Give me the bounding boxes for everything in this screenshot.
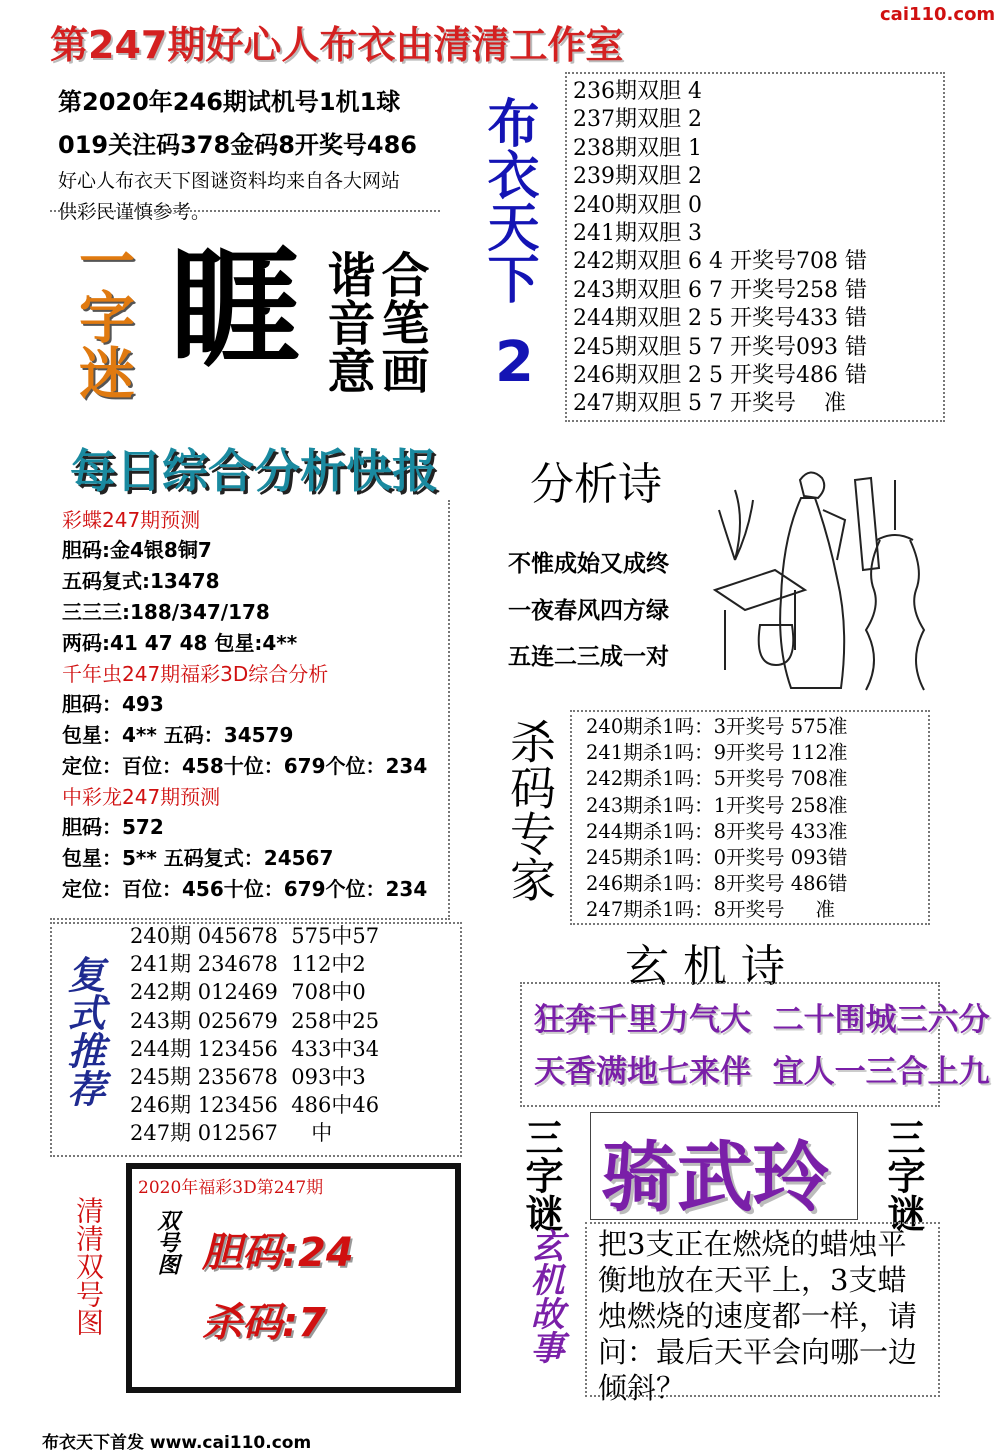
daily-title: 每日综合分析快报 — [70, 444, 438, 498]
story-label: 玄机故事 — [524, 1228, 564, 1364]
kill-row: 240期杀1吗：3开奖号 575准 — [586, 715, 848, 738]
dan-row: 242期双胆 6 4 开奖号708 错 — [573, 249, 867, 275]
prediction-line: 定位：百位：456十位：679个位：234 — [62, 877, 428, 901]
shuanghao-box-title: 2020年福彩3D第247期 — [138, 1178, 324, 1198]
kill-row: 244期杀1吗：8开奖号 433准 — [586, 819, 848, 843]
prediction-title: 千年虫247期福彩3D综合分析 — [62, 662, 329, 686]
shuanghao-label: 清清双号图 — [72, 1196, 105, 1336]
kill-row: 247期杀1吗：8开奖号 准 — [586, 898, 836, 922]
dan-row: 238期双胆 1 — [573, 135, 702, 161]
xuanji-title: 玄 机 诗 — [625, 941, 785, 992]
kill-row: 243期杀1吗：1开奖号 258准 — [586, 793, 848, 817]
dan-row: 245期双胆 5 7 开奖号093 错 — [573, 334, 867, 360]
prediction-line: 两码:41 47 48 包星:4** — [62, 631, 298, 655]
dan-row: 241期双胆 3 — [573, 221, 702, 247]
three-char-answer-box — [590, 1112, 858, 1220]
prediction-title: 中彩龙247期预测 — [62, 785, 221, 809]
dan-row: 239期双胆 2 — [573, 164, 702, 190]
notice-line: 供彩民谨慎参考。 — [58, 201, 211, 223]
dan-row: 243期双胆 6 7 开奖号258 错 — [573, 277, 867, 303]
intro-box — [50, 70, 417, 223]
kill-list-box — [570, 710, 930, 925]
three-char-answer: 骑武玲 — [601, 1133, 829, 1222]
kill-row: 245期杀1吗：0开奖号 093错 — [586, 846, 848, 870]
prediction-line: 包星：4** 五码：34579 — [62, 723, 294, 747]
prediction-line: 五码复式:13478 — [62, 569, 220, 593]
dan-row: 246期双胆 2 5 开奖号486 错 — [573, 363, 867, 389]
poem-line: 一夜春风四方绿 — [508, 598, 669, 624]
brand-vertical: 布衣天下 — [478, 96, 538, 304]
shuanghao-sha: 杀码:7 — [202, 1300, 326, 1346]
prediction-line: 胆码:金4银8铜7 — [62, 538, 212, 562]
prediction-line: 包星：5** 五码复式：24567 — [62, 846, 334, 870]
dan-list-box — [565, 72, 945, 422]
prediction-line: 三三三:188/347/178 — [62, 600, 270, 624]
poem-line: 不惟成始又成终 — [508, 551, 669, 577]
prediction-line: 胆码：493 — [62, 692, 164, 716]
fushi-row: 245期 235678 093中3 — [130, 1065, 366, 1090]
riddle-hint: 谐音意 — [319, 250, 375, 394]
story-text: 把3支正在燃烧的蜡烛平衡地放在天平上，3支蜡烛燃烧的速度都一样，请问：最后天平会向哪一边倾斜？ — [598, 1227, 918, 1405]
scholar-illustration — [705, 440, 945, 700]
fushi-label: 复式推荐 — [61, 955, 105, 1107]
brand-number: 2 — [495, 330, 534, 395]
xuanji-line: 狂奔千里力气大 二十围城三六分 — [534, 1002, 990, 1038]
shuanghao-side: 双号图 — [154, 1209, 179, 1275]
fushi-row: 244期 123456 433中34 — [130, 1036, 380, 1061]
prediction-line: 定位：百位：458十位：679个位：234 — [62, 754, 428, 778]
dan-row: 247期双胆 5 7 开奖号 准 — [573, 391, 846, 417]
dan-row: 240期双胆 0 — [573, 192, 702, 218]
kill-label: 杀码专家 — [503, 718, 557, 902]
page-title: 第247期好心人布衣由清清工作室 — [50, 23, 624, 67]
dan-row: 237期双胆 2 — [573, 107, 702, 133]
kill-row: 241期杀1吗：9开奖号 112准 — [586, 741, 848, 765]
fushi-row: 247期 012567 中 — [130, 1121, 333, 1146]
site-link[interactable]: cai110.com — [880, 4, 996, 25]
three-char-label-right: 三字谜 — [881, 1118, 925, 1232]
poem-title: 分析诗 — [530, 459, 662, 510]
fushi-row: 242期 012469 708中0 — [130, 980, 366, 1005]
xuanji-line: 天香满地七来伴 宜人一三合上九 — [534, 1054, 990, 1090]
prediction-title: 彩蝶247期预测 — [62, 508, 201, 532]
three-char-label-left: 三字谜 — [519, 1118, 563, 1232]
notice-line: 好心人布衣天下图谜资料均来自各大网站 — [58, 170, 401, 192]
prediction-line: 胆码：572 — [62, 815, 164, 839]
dan-row: 236期双胆 4 — [573, 79, 702, 104]
poem-line: 五连二三成一对 — [508, 644, 669, 670]
fushi-row: 243期 025679 258中25 — [130, 1008, 380, 1033]
intro-line: 第2020年246期试机号1机1球 — [58, 88, 401, 116]
riddle-big-char: 睚 — [170, 234, 301, 386]
fushi-row: 246期 123456 486中46 — [130, 1093, 380, 1118]
kill-row: 246期杀1吗：8开奖号 486错 — [586, 872, 848, 896]
xuanji-poem-box — [520, 982, 990, 1107]
intro-line: 019关注码378金码8开奖号486 — [58, 131, 417, 159]
fushi-row: 241期 234678 112中2 — [130, 952, 366, 977]
riddle-label: 一字迷 — [70, 232, 135, 400]
riddle-hint: 合笔画 — [373, 250, 429, 394]
dan-row: 244期双胆 2 5 开奖号433 错 — [573, 306, 867, 332]
kill-row: 242期杀1吗：5开奖号 708准 — [586, 767, 848, 791]
shuanghao-dan: 胆码:24 — [202, 1230, 354, 1276]
fushi-row: 240期 045678 575中57 — [130, 924, 380, 948]
footer-text: 布衣天下首发 www.cai110.com — [42, 1433, 312, 1453]
shuanghao-frame — [126, 1163, 461, 1393]
